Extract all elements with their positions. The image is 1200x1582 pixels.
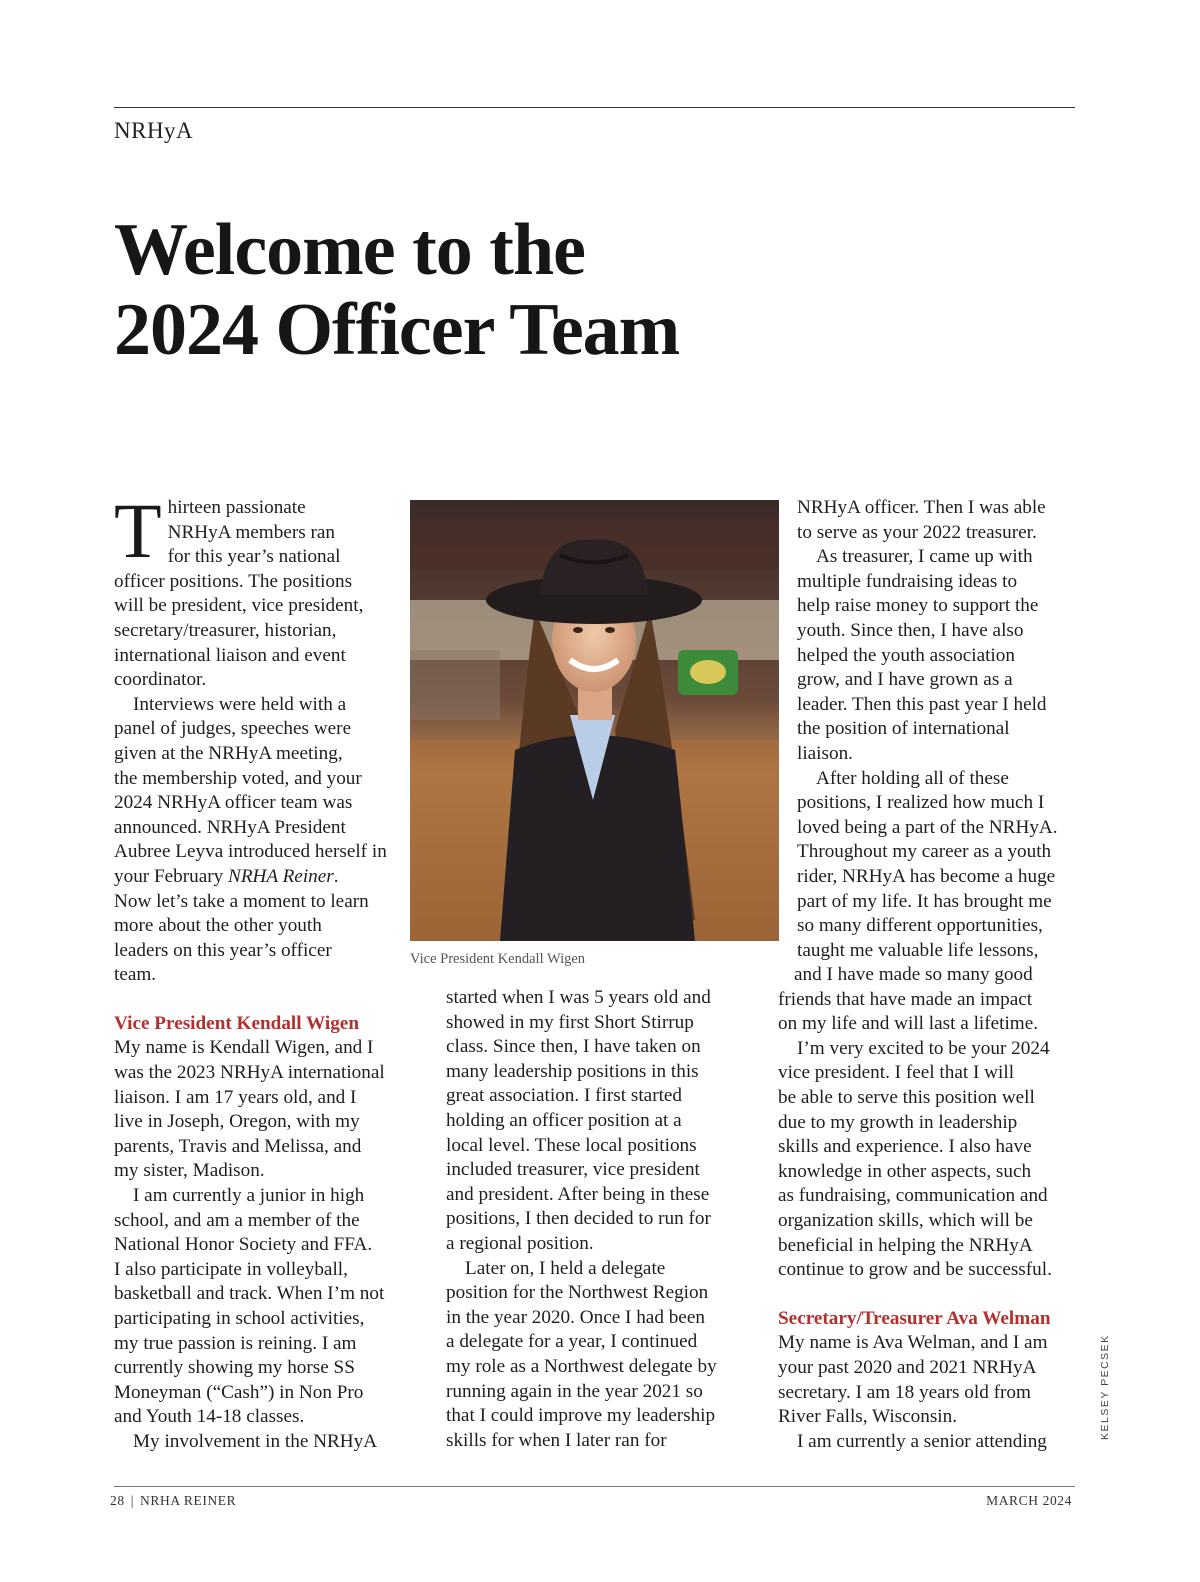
paragraph — [778, 963, 1078, 988]
text-line: I am currently a junior in high — [133, 1185, 365, 1207]
text-line: to serve as your 2022 treasurer. — [797, 521, 1037, 543]
title-line-2: 2024 Officer Team — [114, 289, 680, 371]
text-line: panel of judges, speeches were — [114, 718, 352, 740]
text-line: and president. After being in these — [446, 1183, 710, 1205]
publication-title: NRHA Reiner — [228, 865, 334, 887]
text-line: many leadership positions in this — [446, 1060, 699, 1082]
text-line: my true passion is reining. I am — [114, 1332, 357, 1354]
text-line: NRHyA officer. Then I was able — [797, 497, 1046, 518]
text-line: given at the NRHyA meeting, — [114, 742, 343, 764]
text-line: leader. Then this past year I held — [797, 693, 1047, 715]
page-title — [114, 210, 679, 370]
paragraph-line: friends that have made an impact — [778, 988, 1033, 1010]
text-line: the membership voted, and your — [114, 767, 362, 789]
text-line: my role as a Northwest delegate by — [446, 1355, 717, 1377]
title-line-1: Welcome to the — [114, 209, 585, 291]
text-line: secretary. I am 18 years old from — [778, 1381, 1031, 1403]
paragraph — [114, 1184, 410, 1430]
text-line: organization skills, which will be — [778, 1209, 1033, 1231]
text-line: class. Since then, I have taken on — [446, 1036, 701, 1058]
paragraph-line: and I have made so many good — [794, 964, 1033, 985]
intro-paragraph — [114, 487, 410, 693]
text-line: knowledge in other aspects, such — [778, 1160, 1032, 1182]
paragraph-lines — [114, 694, 367, 863]
text-line: team. — [114, 964, 157, 986]
text-line: holding an officer position at a — [446, 1109, 682, 1131]
text-line: the position of international — [797, 718, 1010, 740]
text-line: position for the Northwest Region — [446, 1282, 709, 1304]
text-line: that I could improve my leadership — [446, 1405, 716, 1427]
text-line: will be president, vice president, — [114, 595, 364, 617]
text-line: help raise money to support the — [797, 595, 1039, 617]
text-line: grow, and I have grown as a — [797, 669, 1013, 691]
text-line: international liaison and event — [114, 644, 346, 666]
text-line: River Falls, Wisconsin. — [778, 1406, 958, 1428]
text-line: officer positions. The positions — [114, 570, 353, 592]
top-rule — [114, 107, 1075, 108]
section-label: NRHyA — [114, 118, 194, 143]
portrait-photo — [410, 500, 779, 941]
paragraph — [778, 1037, 1078, 1283]
paragraph — [114, 693, 410, 988]
text-line: be able to serve this position well — [778, 1086, 1035, 1108]
paragraph — [778, 988, 1078, 1037]
text-line: announced. NRHyA President — [114, 816, 346, 838]
article-column-2 — [446, 986, 746, 1453]
text-line: as fundraising, communication and — [778, 1185, 1048, 1207]
paragraph: My involvement in the NRHyA — [133, 1430, 378, 1452]
text-line: After holding all of these — [816, 767, 1009, 789]
text-line: showed in my first Short Stirrup — [446, 1011, 694, 1033]
text-run: . — [333, 865, 339, 887]
bottom-rule — [114, 1486, 1075, 1487]
photo-caption: Vice President Kendall Wigen — [410, 951, 586, 967]
text-line: As treasurer, I came up with — [816, 546, 1033, 568]
text-line: was the 2023 NRHyA international — [114, 1062, 385, 1084]
text-line: skills and experience. I also have — [778, 1136, 1032, 1158]
text-line: a regional position. — [446, 1232, 594, 1254]
text-line: currently showing my horse SS — [114, 1357, 355, 1379]
text-line: started when I was 5 years old and — [446, 987, 711, 1008]
folio — [110, 1493, 236, 1509]
text-line: positions, I realized how much I — [797, 792, 1045, 814]
drop-cap: T — [114, 487, 162, 574]
article-column-3-upper — [797, 496, 1077, 963]
text-line: and Youth 14-18 classes. — [114, 1406, 305, 1428]
text-line: I also participate in volleyball, — [114, 1258, 348, 1280]
text-line: due to my growth in leadership — [778, 1111, 1018, 1133]
issue-date: MARCH 2024 — [986, 1493, 1072, 1508]
text-line: taught me valuable life lessons, — [797, 939, 1039, 961]
text-line: part of my life. It has brought me — [797, 890, 1052, 912]
text-line: Interviews were held with a — [133, 693, 347, 715]
text-line: skills for when I later ran for — [446, 1429, 667, 1451]
text-line: rider, NRHyA has become a huge — [797, 865, 1056, 887]
paragraph: I am currently a senior attending — [797, 1430, 1047, 1452]
text-line: school, and am a member of the — [114, 1209, 360, 1231]
text-run: in your February — [114, 841, 387, 887]
page-number: 28 — [110, 1493, 125, 1508]
text-line: helped the youth association — [797, 644, 1015, 666]
text-line: positions, I then decided to run for — [446, 1208, 711, 1230]
text-line: multiple fundraising ideas to — [797, 570, 1018, 592]
folio-separator: | — [130, 1493, 135, 1508]
magazine-name: NRHA REINER — [140, 1493, 237, 1508]
text-line: in the year 2020. Once I had been — [446, 1306, 705, 1328]
subhead-vice-president: Vice President Kendall Wigen — [114, 1012, 359, 1034]
text-line: secretary/treasurer, historian, — [114, 619, 337, 641]
text-line: hirteen passionate — [167, 497, 306, 518]
text-line: 2024 NRHyA officer team was — [114, 792, 353, 814]
paragraph — [797, 545, 1077, 766]
text-line: National Honor Society and FFA. — [114, 1234, 373, 1256]
text-line: live in Joseph, Oregon, with my — [114, 1111, 360, 1133]
text-line: NRHyA members ran — [167, 521, 335, 543]
paragraph-line: on my life and will last a lifetime. — [778, 1013, 1039, 1035]
paragraph — [797, 767, 1077, 964]
text-line: Aubree Leyva introduced herself — [114, 841, 368, 863]
text-line: youth. Since then, I have also — [797, 619, 1024, 641]
text-line: parents, Travis and Melissa, and — [114, 1135, 362, 1157]
text-line: liaison. I am 17 years old, and I — [114, 1086, 357, 1108]
subhead-secretary-treasurer: Secretary/Treasurer Ava Welman — [778, 1307, 1051, 1329]
text-line: great association. I first started — [446, 1085, 683, 1107]
text-line: more about the other youth — [114, 915, 322, 937]
text-line: beneficial in helping the NRHyA — [778, 1234, 1033, 1256]
text-line: Now let’s take a moment to learn — [114, 890, 369, 912]
text-line: Throughout my career as a youth — [797, 841, 1052, 863]
text-line: for this year’s national — [167, 546, 341, 568]
text-line: included treasurer, vice president — [446, 1159, 700, 1181]
paragraph — [114, 1036, 410, 1184]
text-line: loved being a part of the NRHyA. — [797, 816, 1058, 838]
text-line: Later on, I held a delegate — [465, 1257, 666, 1279]
text-line: Moneyman (“Cash”) in Non Pro — [114, 1381, 364, 1403]
text-line: My name is Ava Welman, and I am — [778, 1332, 1048, 1354]
paragraph — [778, 1331, 1078, 1429]
photo-credit: KELSEY PECSEK — [1099, 1334, 1111, 1440]
text-line: participating in school activities, — [114, 1308, 365, 1329]
text-line: running again in the year 2021 so — [446, 1380, 703, 1402]
text-line: continue to grow and be successful. — [778, 1259, 1052, 1281]
text-line: vice president. I feel that I will — [778, 1062, 1015, 1084]
text-line: My name is Kendall Wigen, and I — [114, 1037, 374, 1059]
text-line: local level. These local positions — [446, 1134, 697, 1156]
text-line: so many different opportunities, — [797, 915, 1043, 937]
paragraph-lines — [114, 891, 369, 986]
text-line: coordinator. — [114, 669, 207, 691]
text-line: my sister, Madison. — [114, 1160, 265, 1182]
article-column-1 — [114, 487, 410, 1455]
paragraph — [797, 496, 1077, 545]
paragraph — [446, 986, 746, 1257]
paragraph — [446, 1257, 746, 1454]
text-line: leaders on this year’s officer — [114, 939, 332, 961]
text-line: liaison. — [797, 742, 853, 764]
text-line: basketball and track. When I’m not — [114, 1283, 385, 1305]
text-line: I’m very excited to be your 2024 — [797, 1037, 1050, 1059]
article-column-3-lower — [778, 963, 1078, 1454]
text-line: your past 2020 and 2021 NRHyA — [778, 1356, 1037, 1378]
text-line: a delegate for a year, I continued — [446, 1331, 698, 1353]
